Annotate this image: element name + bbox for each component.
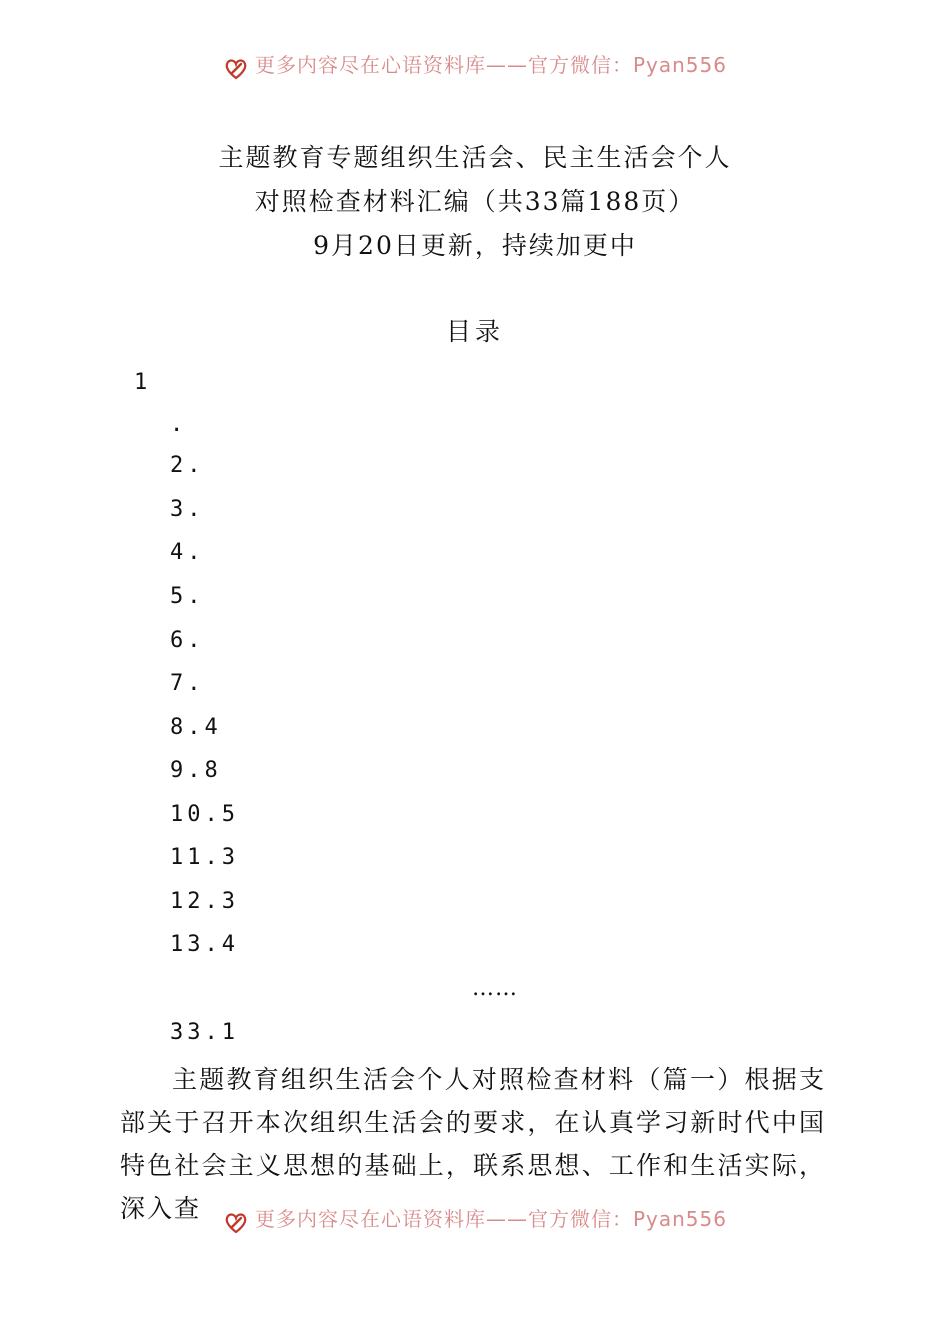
toc-item: 10.5 (170, 802, 239, 827)
toc-item: 5. (170, 584, 205, 609)
heart-pen-logo-icon (223, 1210, 249, 1236)
heart-pen-logo-icon (223, 56, 249, 82)
toc-item: 11.3 (170, 845, 239, 870)
watermark-text: 更多内容尽在心语资料库——官方微信：Pyan556 (254, 52, 727, 77)
toc-item-last: 33.1 (170, 1020, 239, 1045)
toc-item: 1 (134, 370, 152, 395)
document-title-line-2: 对照检查材料汇编（共33篇188页） (254, 187, 696, 216)
body-paragraph: 主题教育组织生活会个人对照检查材料（篇一）根据支部关于召开本次组织生活会的要求，在认真学习新时代中国特色社会主义思想的基础上，联系思想、工作和生活实际，深入查 (120, 1065, 826, 1223)
document-title-line-1: 主题教育专题组织生活会、民主生活会个人 (218, 143, 732, 172)
toc-item: 6. (170, 628, 205, 653)
toc-item: 13.4 (170, 932, 239, 957)
toc-item: 4. (170, 540, 205, 565)
watermark-text: 更多内容尽在心语资料库——官方微信：Pyan556 (254, 1206, 727, 1231)
toc-item: 9.8 (170, 758, 222, 783)
toc-ellipsis: …… (472, 976, 518, 1001)
toc-item: . (170, 412, 188, 437)
toc-heading: 目录 (445, 317, 504, 346)
document-title-line-3: 9月20日更新，持续加更中 (313, 231, 637, 260)
toc-item: 3. (170, 497, 205, 522)
toc-item: 12.3 (170, 889, 239, 914)
footer-watermark (0, 1206, 950, 1240)
toc-item: 2. (170, 453, 205, 478)
header-watermark (0, 52, 950, 86)
toc-item: 8.4 (170, 715, 222, 740)
toc-item: 7. (170, 671, 205, 696)
